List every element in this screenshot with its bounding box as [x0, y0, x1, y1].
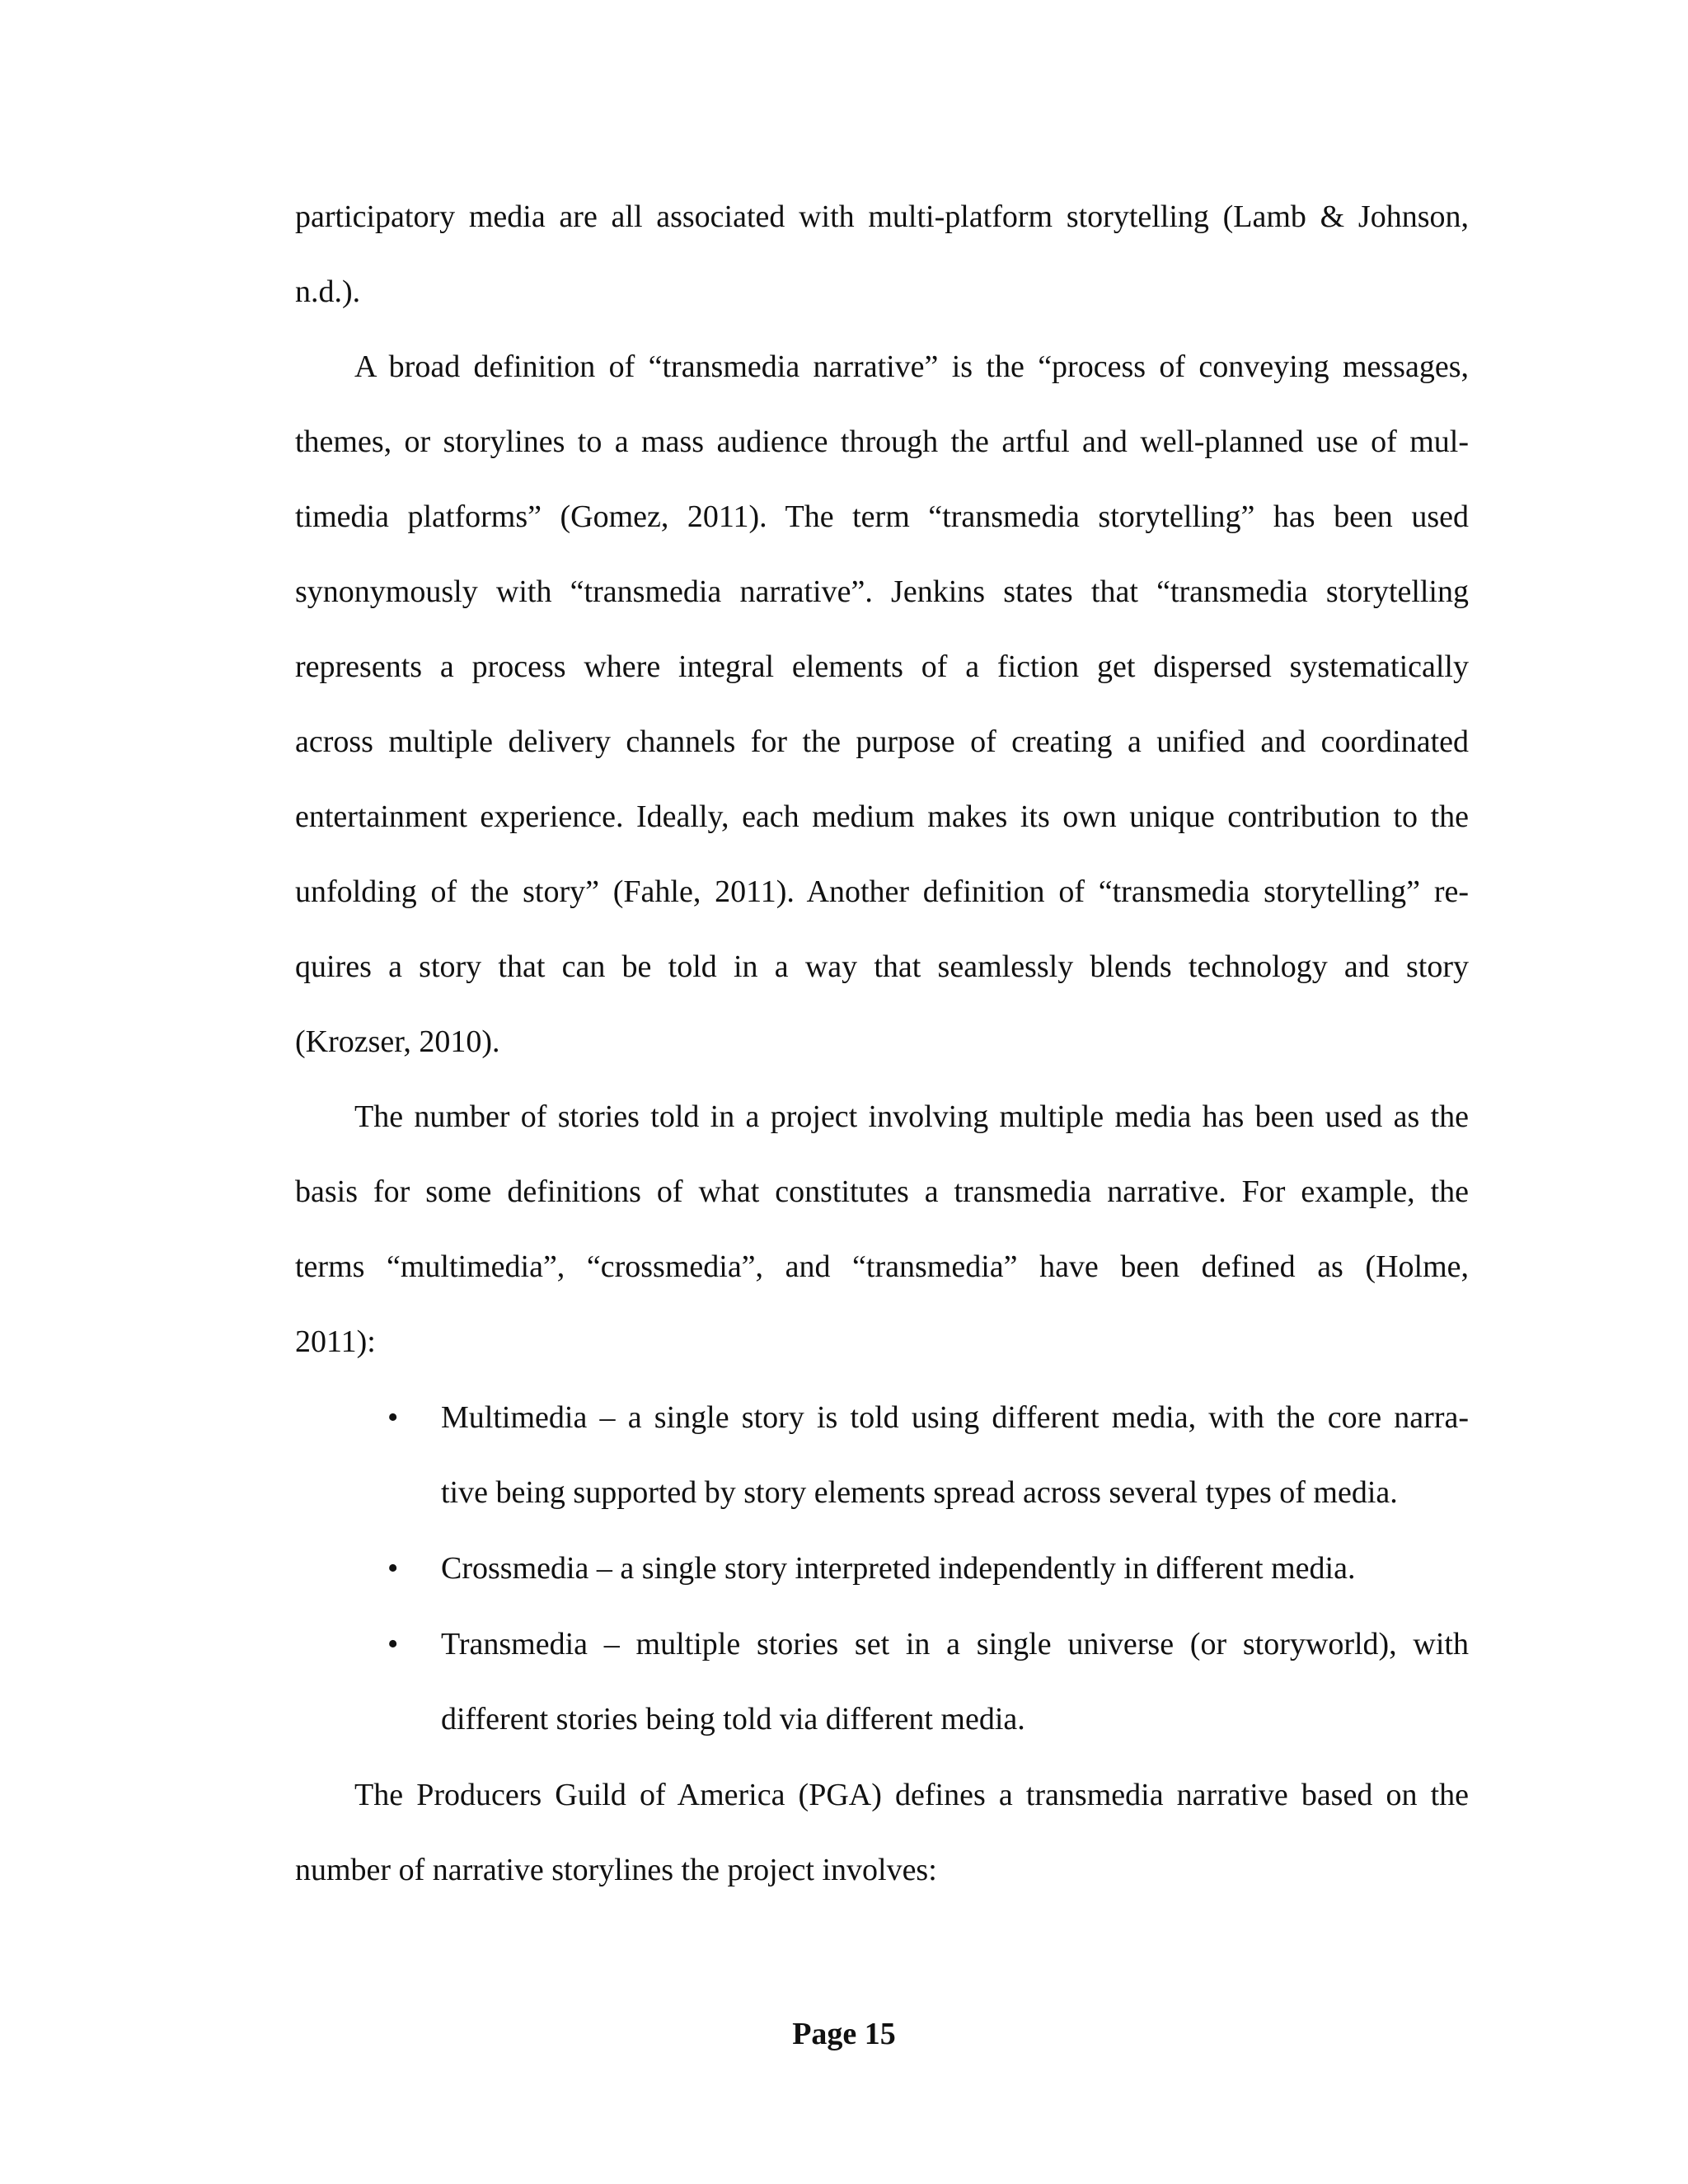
text-line: n.d.).	[295, 274, 361, 309]
text-line: (Krozser, 2010).	[295, 1024, 500, 1059]
text-line: synonymously with “transmedia narrative”. Jenkins states that “transmedia storytelling	[295, 574, 1469, 609]
list-item: Crossmedia – a single story interpreted independently in different media.	[441, 1551, 1356, 1586]
page-number: Page 15	[792, 2017, 896, 2051]
text-line: 2011):	[295, 1324, 376, 1359]
text-line: participatory media are all associated with multi-platform storytelling (Lamb & Johnson,	[295, 199, 1469, 234]
text-line: across multiple delivery channels for the purpose of creating a unified and coordinated	[295, 724, 1469, 759]
bullet-icon: •	[387, 1627, 399, 1661]
list-item: Transmedia – multiple stories set in a single universe (or storyworld), with	[441, 1627, 1469, 1661]
text-line: unfolding of the story” (Fahle, 2011). Another definition of “transmedia storytelling” re-	[295, 874, 1469, 909]
text-line: themes, or storylines to a mass audience through the artful and well-planned use of mul-	[295, 424, 1469, 459]
text-line: The Producers Guild of America (PGA) defines a transmedia narrative based on the	[354, 1778, 1469, 1812]
text-line: entertainment experience. Ideally, each medium makes its own unique contribution to the	[295, 799, 1469, 834]
text-line: The number of stories told in a project involving multiple media has been used as the	[354, 1099, 1469, 1134]
text-line: represents a process where integral elements of a fiction get dispersed systematically	[295, 649, 1469, 684]
text-line: timedia platforms” (Gomez, 2011). The term “transmedia storytelling” has been used	[295, 499, 1469, 534]
text-line: number of narrative storylines the project involves:	[295, 1853, 937, 1887]
bullet-icon: •	[387, 1400, 399, 1435]
list-item-continuation: tive being supported by story elements spread across several types of media.	[441, 1475, 1398, 1510]
text-line: terms “multimedia”, “crossmedia”, and “transmedia” have been defined as (Holme,	[295, 1249, 1469, 1284]
text-line: basis for some definitions of what constitutes a transmedia narrative. For example, the	[295, 1174, 1469, 1209]
list-item: Multimedia – a single story is told using different media, with the core narra-	[441, 1400, 1469, 1435]
text-line: A broad definition of “transmedia narrative” is the “process of conveying messages,	[354, 349, 1469, 384]
bullet-icon: •	[387, 1551, 399, 1586]
list-item-continuation: different stories being told via different media.	[441, 1702, 1025, 1736]
text-line: quires a story that can be told in a way that seamlessly blends technology and story	[295, 949, 1469, 984]
